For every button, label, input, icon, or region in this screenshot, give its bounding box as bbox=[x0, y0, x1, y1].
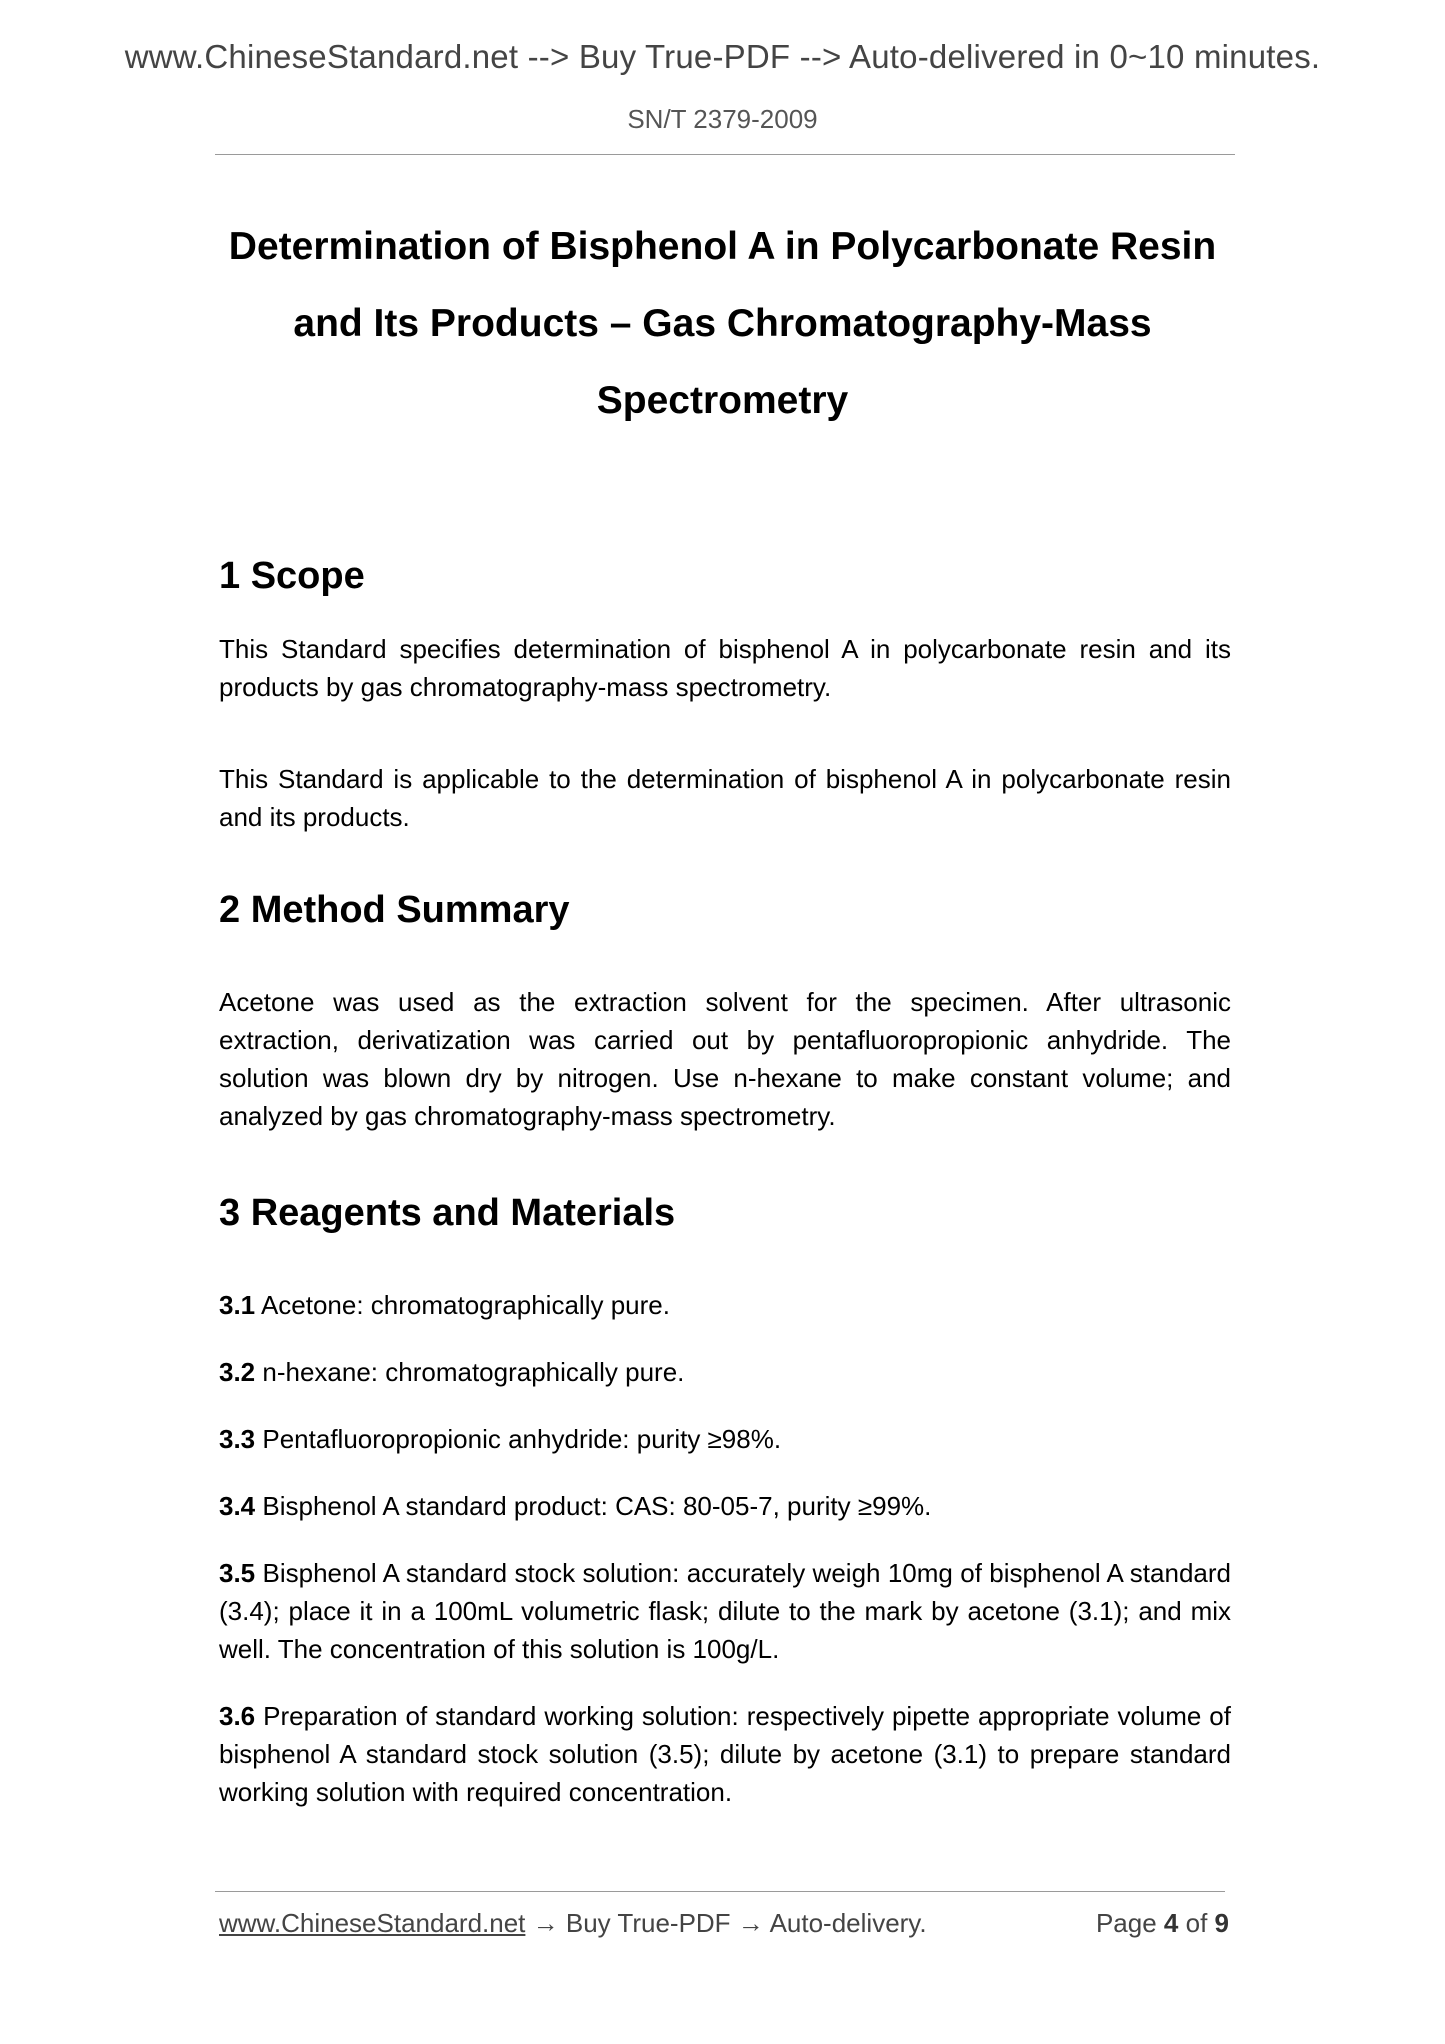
title-line-2: and Its Products – Gas Chromatography-Mass bbox=[293, 302, 1152, 345]
title-line-1: Determination of Bisphenol A in Polycarbonate Resin bbox=[228, 225, 1217, 268]
reagent-item bbox=[219, 1487, 1231, 1525]
item-text: Bisphenol A standard product: CAS: 80-05-7, purity ≥99%. bbox=[255, 1491, 932, 1521]
reagent-item bbox=[219, 1353, 1231, 1391]
title-line-3: Spectrometry bbox=[596, 379, 849, 422]
item-number: 3.1 bbox=[219, 1290, 256, 1320]
item-number: 3.2 bbox=[219, 1357, 256, 1387]
item-text: Bisphenol A standard stock solution: accurately weigh 10mg of bisphenol A standard (3.4); place it in a 100mL volumetric flask; dilute to the mark by acetone (3.1); and mix well. The concentration of this solution is 100g/L. bbox=[219, 1558, 1231, 1664]
page-footer bbox=[219, 1908, 1229, 1942]
banner-text: www.ChineseStandard.net --> Buy True-PDF --> Auto-delivered in 0~10 minutes. bbox=[124, 38, 1321, 75]
reagent-item bbox=[219, 1697, 1231, 1811]
section-heading-reagents: 3 Reagents and Materials bbox=[219, 1192, 676, 1234]
item-text: Preparation of standard working solution: respectively pipette appropriate volume of bisphenol A standard stock solution (3.5); dilute by acetone (3.1) to prepare standard working solution with required concentration. bbox=[219, 1701, 1231, 1807]
header-divider bbox=[215, 154, 1235, 155]
standard-code: SN/T 2379-2009 bbox=[627, 104, 818, 134]
item-text: n-hexane: chromatographically pure. bbox=[255, 1357, 685, 1387]
item-text: Pentafluoropropionic anhydride: purity ≥98%. bbox=[255, 1424, 782, 1454]
item-number: 3.5 bbox=[219, 1558, 256, 1588]
item-number: 3.6 bbox=[219, 1701, 256, 1731]
page-number bbox=[1096, 1908, 1229, 1939]
document-title bbox=[200, 208, 1245, 439]
item-number: 3.3 bbox=[219, 1424, 256, 1454]
reagent-item bbox=[219, 1420, 1231, 1458]
page-current: 4 bbox=[1163, 1908, 1179, 1938]
reagent-item bbox=[219, 1286, 1231, 1324]
reagent-item bbox=[219, 1554, 1231, 1668]
item-text: Acetone: chromatographically pure. bbox=[255, 1290, 670, 1320]
scope-paragraph-2: This Standard is applicable to the determination of bisphenol A in polycarbonate resin and its products. bbox=[219, 764, 1231, 832]
scope-paragraph-1: This Standard specifies determination of bisphenol A in polycarbonate resin and its products by gas chromatography-mass spectrometry. bbox=[219, 634, 1231, 702]
section-heading-scope: 1 Scope bbox=[219, 555, 365, 597]
page-total: 9 bbox=[1214, 1908, 1229, 1938]
footer-link[interactable]: www.ChineseStandard.net bbox=[219, 1908, 526, 1938]
method-paragraph: Acetone was used as the extraction solvent for the specimen. After ultrasonic extraction, derivatization was carried out by pentafluoropropionic anhydride. The solution was blown dry by nitrogen. Use n-hexane to make constant volume; and analyzed by gas chromatography-mass spectrometry. bbox=[219, 987, 1231, 1131]
page-of: of bbox=[1185, 1908, 1208, 1938]
item-number: 3.4 bbox=[219, 1491, 256, 1521]
page-label: Page bbox=[1095, 1908, 1157, 1938]
section-heading-method: 2 Method Summary bbox=[219, 889, 570, 931]
footer-tagline: → Buy True-PDF → Auto-delivery. bbox=[525, 1908, 927, 1938]
footer-divider bbox=[215, 1891, 1225, 1892]
